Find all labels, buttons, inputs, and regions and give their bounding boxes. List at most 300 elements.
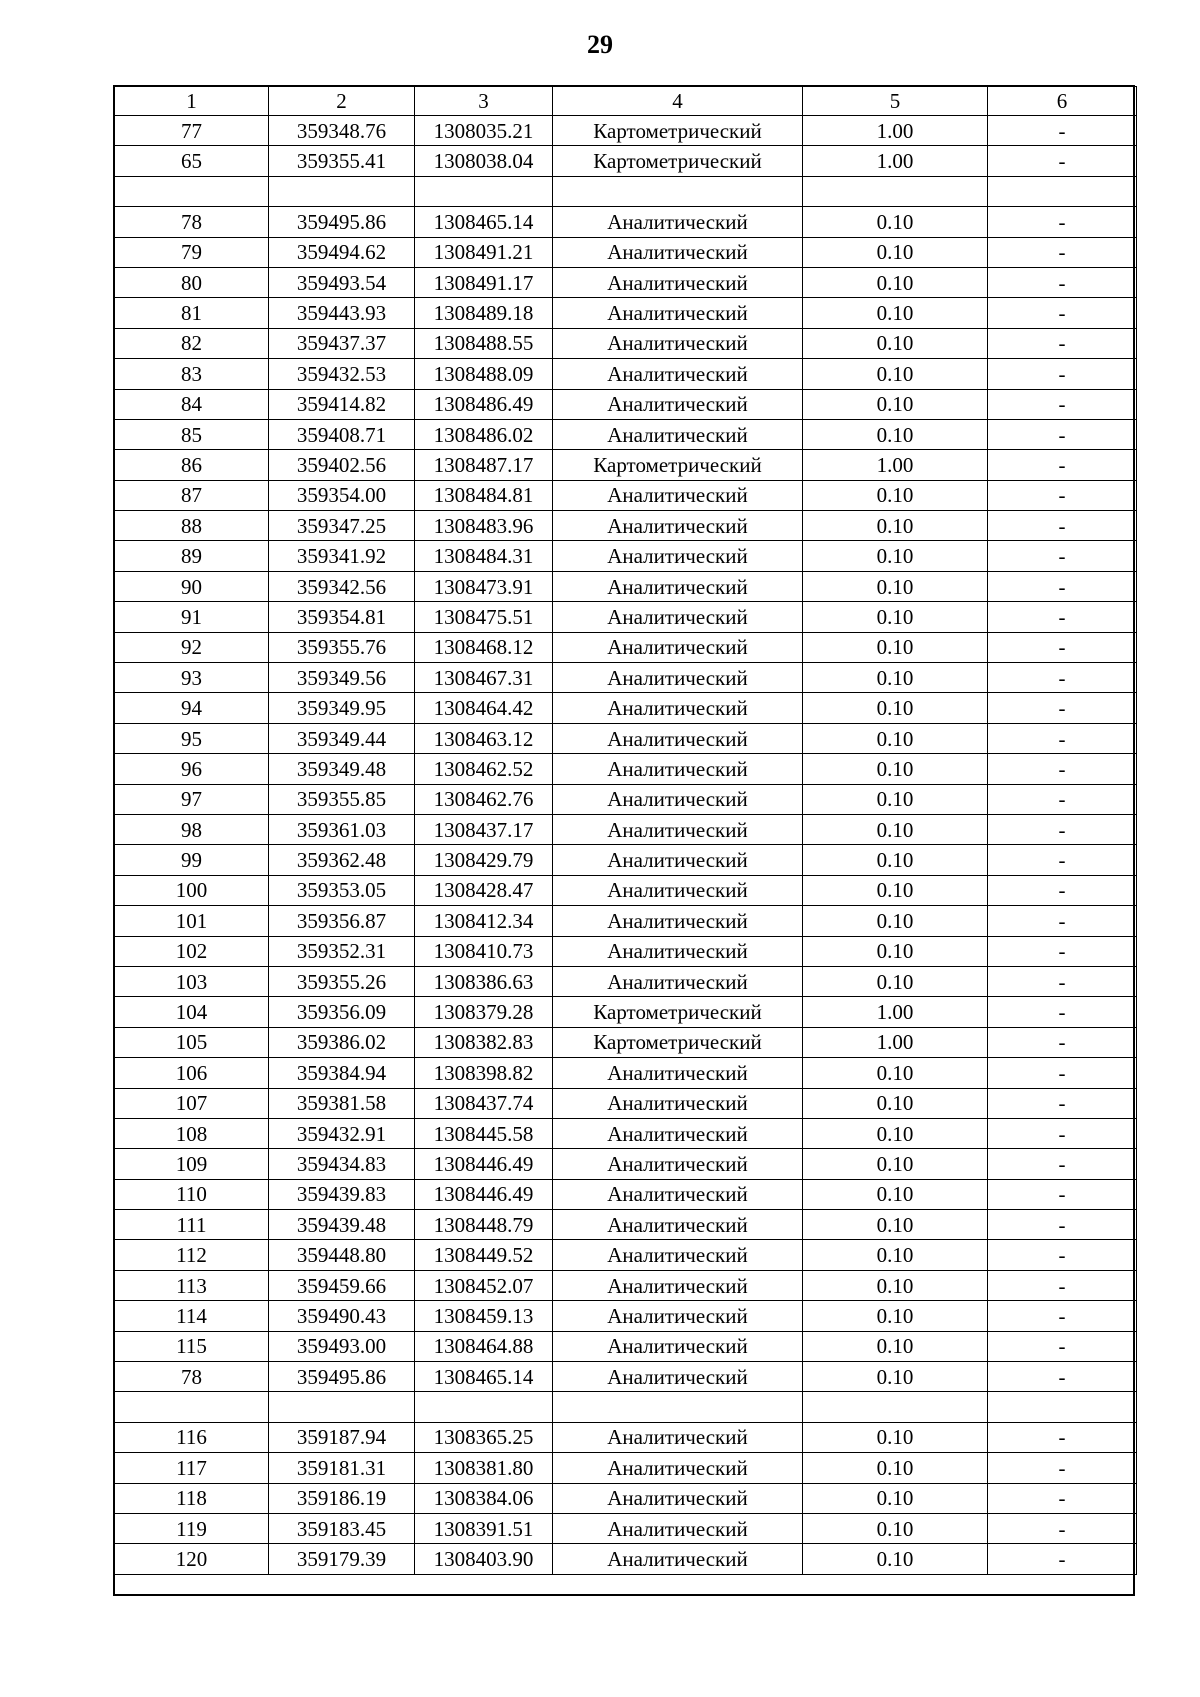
table-row	[115, 450, 1137, 480]
table-cell: 95	[115, 723, 269, 753]
table-cell: 1308486.02	[415, 419, 553, 449]
table-cell: Аналитический	[553, 1331, 803, 1361]
table-row	[115, 906, 1137, 936]
table-cell: 107	[115, 1088, 269, 1118]
table-cell: 1308484.81	[415, 480, 553, 510]
table-cell: 359355.76	[269, 632, 415, 662]
table-cell: 359341.92	[269, 541, 415, 571]
table-cell: -	[988, 1544, 1137, 1574]
table-row	[115, 1210, 1137, 1240]
table-cell: -	[988, 1240, 1137, 1270]
table-row	[115, 1027, 1137, 1057]
table-cell: -	[988, 784, 1137, 814]
table-cell: 94	[115, 693, 269, 723]
table-cell: 85	[115, 419, 269, 449]
table-cell: 0.10	[803, 1483, 988, 1513]
table-cell: Аналитический	[553, 1544, 803, 1574]
table-cell: 1308365.25	[415, 1422, 553, 1452]
table-row	[115, 663, 1137, 693]
table-cell: Аналитический	[553, 814, 803, 844]
table-cell: 1308038.04	[415, 146, 553, 176]
table-cell: 1308379.28	[415, 997, 553, 1027]
table-cell: 359448.80	[269, 1240, 415, 1270]
table-cell: Аналитический	[553, 1513, 803, 1543]
table-cell	[115, 1392, 269, 1422]
column-header: 4	[553, 87, 803, 116]
table-cell: 1308452.07	[415, 1270, 553, 1300]
table-cell: 118	[115, 1483, 269, 1513]
table-cell: Аналитический	[553, 723, 803, 753]
table-cell	[803, 1392, 988, 1422]
table-cell: -	[988, 1027, 1137, 1057]
table-cell: Картометрический	[553, 997, 803, 1027]
table-cell: 106	[115, 1058, 269, 1088]
table-cell: -	[988, 267, 1137, 297]
table-cell: 0.10	[803, 328, 988, 358]
table-cell: 359381.58	[269, 1088, 415, 1118]
table-cell: Аналитический	[553, 1149, 803, 1179]
table-cell: -	[988, 997, 1137, 1027]
table-cell: 0.10	[803, 784, 988, 814]
table-row	[115, 754, 1137, 784]
table-cell	[269, 1392, 415, 1422]
table-row	[115, 1149, 1137, 1179]
table-cell: 101	[115, 906, 269, 936]
table-row	[115, 541, 1137, 571]
table-row	[115, 1453, 1137, 1483]
table-cell: 0.10	[803, 1513, 988, 1543]
table-cell: 114	[115, 1301, 269, 1331]
table-cell: 1308448.79	[415, 1210, 553, 1240]
table-cell: -	[988, 1118, 1137, 1148]
table-cell: -	[988, 663, 1137, 693]
table-cell: 0.10	[803, 511, 988, 541]
table-cell: 359355.26	[269, 966, 415, 996]
table-cell: Аналитический	[553, 480, 803, 510]
table-cell: 1308410.73	[415, 936, 553, 966]
table-cell: 1308483.96	[415, 511, 553, 541]
table-cell: 77	[115, 116, 269, 146]
table-cell: 116	[115, 1422, 269, 1452]
table-row	[115, 1118, 1137, 1148]
table-cell: 0.10	[803, 906, 988, 936]
table-cell: -	[988, 936, 1137, 966]
table-cell: -	[988, 754, 1137, 784]
table-row	[115, 966, 1137, 996]
table-cell: 0.10	[803, 723, 988, 753]
table-cell: 109	[115, 1149, 269, 1179]
table-cell: Картометрический	[553, 450, 803, 480]
table-cell: -	[988, 1210, 1137, 1240]
table-cell: 96	[115, 754, 269, 784]
table-cell: 0.10	[803, 267, 988, 297]
table-cell: -	[988, 116, 1137, 146]
table-cell: 1308381.80	[415, 1453, 553, 1483]
table-cell: -	[988, 237, 1137, 267]
table-cell: 359349.95	[269, 693, 415, 723]
table-row	[115, 602, 1137, 632]
table-cell: -	[988, 146, 1137, 176]
table-cell: 1308489.18	[415, 298, 553, 328]
table-cell: -	[988, 906, 1137, 936]
table-row	[115, 328, 1137, 358]
table-cell: 0.10	[803, 480, 988, 510]
table-cell: 0.10	[803, 207, 988, 237]
table-cell: 359181.31	[269, 1453, 415, 1483]
table-cell: 91	[115, 602, 269, 632]
table-cell: 0.10	[803, 1362, 988, 1392]
table-cell: 0.10	[803, 1118, 988, 1148]
table-cell: 359443.93	[269, 298, 415, 328]
table-cell: -	[988, 966, 1137, 996]
table-cell: 1308384.06	[415, 1483, 553, 1513]
table-row	[115, 693, 1137, 723]
table-cell: 359494.62	[269, 237, 415, 267]
table-cell: Аналитический	[553, 632, 803, 662]
table-cell: Аналитический	[553, 663, 803, 693]
table-cell: 103	[115, 966, 269, 996]
table-row	[115, 814, 1137, 844]
table-cell: 88	[115, 511, 269, 541]
table-cell: 0.10	[803, 1088, 988, 1118]
column-header: 6	[988, 87, 1137, 116]
table-cell: 1308488.09	[415, 359, 553, 389]
table-cell: 0.10	[803, 571, 988, 601]
table-cell: 1308449.52	[415, 1240, 553, 1270]
table-cell: 1.00	[803, 146, 988, 176]
table-cell: 359361.03	[269, 814, 415, 844]
table-cell: 359187.94	[269, 1422, 415, 1452]
table-cell: 92	[115, 632, 269, 662]
table-cell: 0.10	[803, 419, 988, 449]
table-cell: Аналитический	[553, 1453, 803, 1483]
table-row	[115, 1392, 1137, 1422]
column-header: 3	[415, 87, 553, 116]
table-cell: 112	[115, 1240, 269, 1270]
table-cell: -	[988, 1513, 1137, 1543]
table-cell: 0.10	[803, 1149, 988, 1179]
table-cell: 0.10	[803, 298, 988, 328]
table-row	[115, 936, 1137, 966]
table-cell: 1308462.52	[415, 754, 553, 784]
table-cell: 359356.87	[269, 906, 415, 936]
table-cell: 359349.48	[269, 754, 415, 784]
table-cell: 1308412.34	[415, 906, 553, 936]
table-row	[115, 723, 1137, 753]
table-cell: 102	[115, 936, 269, 966]
table-cell: -	[988, 450, 1137, 480]
table-cell	[415, 176, 553, 206]
table-cell: Аналитический	[553, 1088, 803, 1118]
table-cell: 1308484.31	[415, 541, 553, 571]
coordinates-table	[114, 86, 1137, 1575]
table-row	[115, 875, 1137, 905]
table-cell: 0.10	[803, 814, 988, 844]
table-cell: 359384.94	[269, 1058, 415, 1088]
table-cell: 1308488.55	[415, 328, 553, 358]
table-cell: Аналитический	[553, 1301, 803, 1331]
table-row	[115, 1422, 1137, 1452]
table-cell: 105	[115, 1027, 269, 1057]
table-cell: 111	[115, 1210, 269, 1240]
table-cell: Аналитический	[553, 906, 803, 936]
table-cell: 0.10	[803, 541, 988, 571]
table-cell: 0.10	[803, 875, 988, 905]
table-row	[115, 1301, 1137, 1331]
table-cell: 99	[115, 845, 269, 875]
table-cell: 98	[115, 814, 269, 844]
table-cell: 115	[115, 1331, 269, 1361]
table-cell: -	[988, 359, 1137, 389]
table-cell	[553, 176, 803, 206]
table-cell: -	[988, 875, 1137, 905]
table-cell: 1308486.49	[415, 389, 553, 419]
table-cell: 93	[115, 663, 269, 693]
table-cell: 1308428.47	[415, 875, 553, 905]
table-row	[115, 116, 1137, 146]
table-cell: -	[988, 419, 1137, 449]
table-cell: 65	[115, 146, 269, 176]
table-cell: 78	[115, 207, 269, 237]
table-cell: 359495.86	[269, 207, 415, 237]
table-cell: 1.00	[803, 116, 988, 146]
table-cell: -	[988, 328, 1137, 358]
table-cell: 359432.53	[269, 359, 415, 389]
table-cell	[415, 1392, 553, 1422]
table-cell: 1308468.12	[415, 632, 553, 662]
table-cell: 0.10	[803, 1544, 988, 1574]
table-cell: 359353.05	[269, 875, 415, 905]
table-cell: 100	[115, 875, 269, 905]
table-row	[115, 511, 1137, 541]
table-cell: -	[988, 632, 1137, 662]
table-row	[115, 845, 1137, 875]
table-cell: 0.10	[803, 1210, 988, 1240]
table-cell	[803, 176, 988, 206]
table-cell: 117	[115, 1453, 269, 1483]
table-cell: -	[988, 602, 1137, 632]
table-cell: 0.10	[803, 1453, 988, 1483]
table-cell: 1308463.12	[415, 723, 553, 753]
table-cell: Аналитический	[553, 1270, 803, 1300]
column-header: 1	[115, 87, 269, 116]
table-row	[115, 1544, 1137, 1574]
table-row	[115, 1179, 1137, 1209]
table-cell: 359432.91	[269, 1118, 415, 1148]
table-cell: Картометрический	[553, 1027, 803, 1057]
table-row	[115, 1240, 1137, 1270]
table-cell: 104	[115, 997, 269, 1027]
table-cell: 359408.71	[269, 419, 415, 449]
table-cell: Аналитический	[553, 1058, 803, 1088]
table-body	[115, 116, 1137, 1575]
table-cell: Картометрический	[553, 116, 803, 146]
table-cell: Аналитический	[553, 571, 803, 601]
table-cell: 0.10	[803, 389, 988, 419]
table-cell: 0.10	[803, 1240, 988, 1270]
table-row	[115, 632, 1137, 662]
table-cell: 1308465.14	[415, 1362, 553, 1392]
table-cell: 1.00	[803, 450, 988, 480]
table-cell: 0.10	[803, 1058, 988, 1088]
table-cell: 0.10	[803, 632, 988, 662]
table-cell: -	[988, 1301, 1137, 1331]
table-cell: 89	[115, 541, 269, 571]
table-cell: 0.10	[803, 602, 988, 632]
table-cell: 0.10	[803, 359, 988, 389]
table-cell: Аналитический	[553, 359, 803, 389]
table-cell: Аналитический	[553, 754, 803, 784]
table-cell: -	[988, 845, 1137, 875]
table-row	[115, 298, 1137, 328]
table-cell: 359434.83	[269, 1149, 415, 1179]
table-cell: -	[988, 1331, 1137, 1361]
table-cell: 359362.48	[269, 845, 415, 875]
table-row	[115, 146, 1137, 176]
table-cell: 359349.44	[269, 723, 415, 753]
table-cell: 359490.43	[269, 1301, 415, 1331]
table-cell: -	[988, 511, 1137, 541]
table-cell: Аналитический	[553, 845, 803, 875]
table-cell: -	[988, 1149, 1137, 1179]
table-cell: -	[988, 814, 1137, 844]
table-cell: Аналитический	[553, 1179, 803, 1209]
table-cell: 0.10	[803, 966, 988, 996]
table-cell: -	[988, 1270, 1137, 1300]
table-cell: Аналитический	[553, 298, 803, 328]
table-cell: 1308459.13	[415, 1301, 553, 1331]
table-row	[115, 997, 1137, 1027]
table-cell: 97	[115, 784, 269, 814]
table-cell: -	[988, 298, 1137, 328]
table-cell: -	[988, 1362, 1137, 1392]
table-cell: 1308382.83	[415, 1027, 553, 1057]
table-cell: Аналитический	[553, 1362, 803, 1392]
table-cell: 113	[115, 1270, 269, 1300]
table-cell: -	[988, 389, 1137, 419]
table-cell: Аналитический	[553, 328, 803, 358]
table-cell: 359179.39	[269, 1544, 415, 1574]
table-cell: 108	[115, 1118, 269, 1148]
table-cell: 359355.41	[269, 146, 415, 176]
table-cell: 0.10	[803, 693, 988, 723]
table-cell: 110	[115, 1179, 269, 1209]
table-cell: -	[988, 1088, 1137, 1118]
table-cell	[553, 1392, 803, 1422]
table-cell: 359348.76	[269, 116, 415, 146]
table-cell: 0.10	[803, 936, 988, 966]
table-cell: Аналитический	[553, 602, 803, 632]
table-cell: Аналитический	[553, 784, 803, 814]
table-cell: 1308464.42	[415, 693, 553, 723]
table-cell: Аналитический	[553, 966, 803, 996]
table-cell: 359439.83	[269, 1179, 415, 1209]
table-cell: 79	[115, 237, 269, 267]
table-cell: 1308491.21	[415, 237, 553, 267]
table-cell: 83	[115, 359, 269, 389]
table-cell: 359354.81	[269, 602, 415, 632]
table-cell: Аналитический	[553, 389, 803, 419]
table-cell: 1308429.79	[415, 845, 553, 875]
table-cell	[115, 176, 269, 206]
table-cell: -	[988, 693, 1137, 723]
table-cell: 1308035.21	[415, 116, 553, 146]
table-cell: 359493.54	[269, 267, 415, 297]
table-cell: 1308473.91	[415, 571, 553, 601]
table-row	[115, 1331, 1137, 1361]
table-row	[115, 571, 1137, 601]
table-row	[115, 1088, 1137, 1118]
table-row	[115, 1483, 1137, 1513]
table-row	[115, 480, 1137, 510]
table-cell: 1308386.63	[415, 966, 553, 996]
table-cell: Аналитический	[553, 1210, 803, 1240]
table-cell: 84	[115, 389, 269, 419]
table-row	[115, 207, 1137, 237]
table-row	[115, 1058, 1137, 1088]
table-cell: 78	[115, 1362, 269, 1392]
table-cell	[988, 176, 1137, 206]
table-cell: 90	[115, 571, 269, 601]
table-cell: 1.00	[803, 997, 988, 1027]
table-cell: Аналитический	[553, 207, 803, 237]
table-cell: 1308437.17	[415, 814, 553, 844]
table-row	[115, 1270, 1137, 1300]
table-cell: -	[988, 1422, 1137, 1452]
table-cell: -	[988, 1483, 1137, 1513]
table-cell: Картометрический	[553, 146, 803, 176]
table-cell: 359439.48	[269, 1210, 415, 1240]
table-cell: 0.10	[803, 1301, 988, 1331]
table-cell: 82	[115, 328, 269, 358]
table-cell: Аналитический	[553, 237, 803, 267]
table-cell: -	[988, 207, 1137, 237]
table-cell: 80	[115, 267, 269, 297]
table-row	[115, 1362, 1137, 1392]
table-cell: 0.10	[803, 754, 988, 784]
table-cell: 359342.56	[269, 571, 415, 601]
table-cell: -	[988, 571, 1137, 601]
table-cell: 1308445.58	[415, 1118, 553, 1148]
table-cell: 1308464.88	[415, 1331, 553, 1361]
table-cell: 1308437.74	[415, 1088, 553, 1118]
table-cell: 0.10	[803, 1270, 988, 1300]
table-cell: 87	[115, 480, 269, 510]
table-cell: 1308403.90	[415, 1544, 553, 1574]
table-cell: 1308462.76	[415, 784, 553, 814]
column-header: 5	[803, 87, 988, 116]
table-cell: Аналитический	[553, 1118, 803, 1148]
table-cell: 359355.85	[269, 784, 415, 814]
table-row	[115, 267, 1137, 297]
table-cell: -	[988, 723, 1137, 753]
table-cell: -	[988, 541, 1137, 571]
table-cell: 359347.25	[269, 511, 415, 541]
table-cell: 359356.09	[269, 997, 415, 1027]
table-cell	[988, 1392, 1137, 1422]
table-cell: 1308446.49	[415, 1179, 553, 1209]
table-cell: 359495.86	[269, 1362, 415, 1392]
table-header-row	[115, 87, 1137, 116]
table-cell: Аналитический	[553, 541, 803, 571]
table-cell: 359386.02	[269, 1027, 415, 1057]
table-cell: 0.10	[803, 1179, 988, 1209]
table-row	[115, 237, 1137, 267]
table-cell: 359402.56	[269, 450, 415, 480]
table-cell: -	[988, 1179, 1137, 1209]
table-cell: -	[988, 1453, 1137, 1483]
table-cell: 81	[115, 298, 269, 328]
